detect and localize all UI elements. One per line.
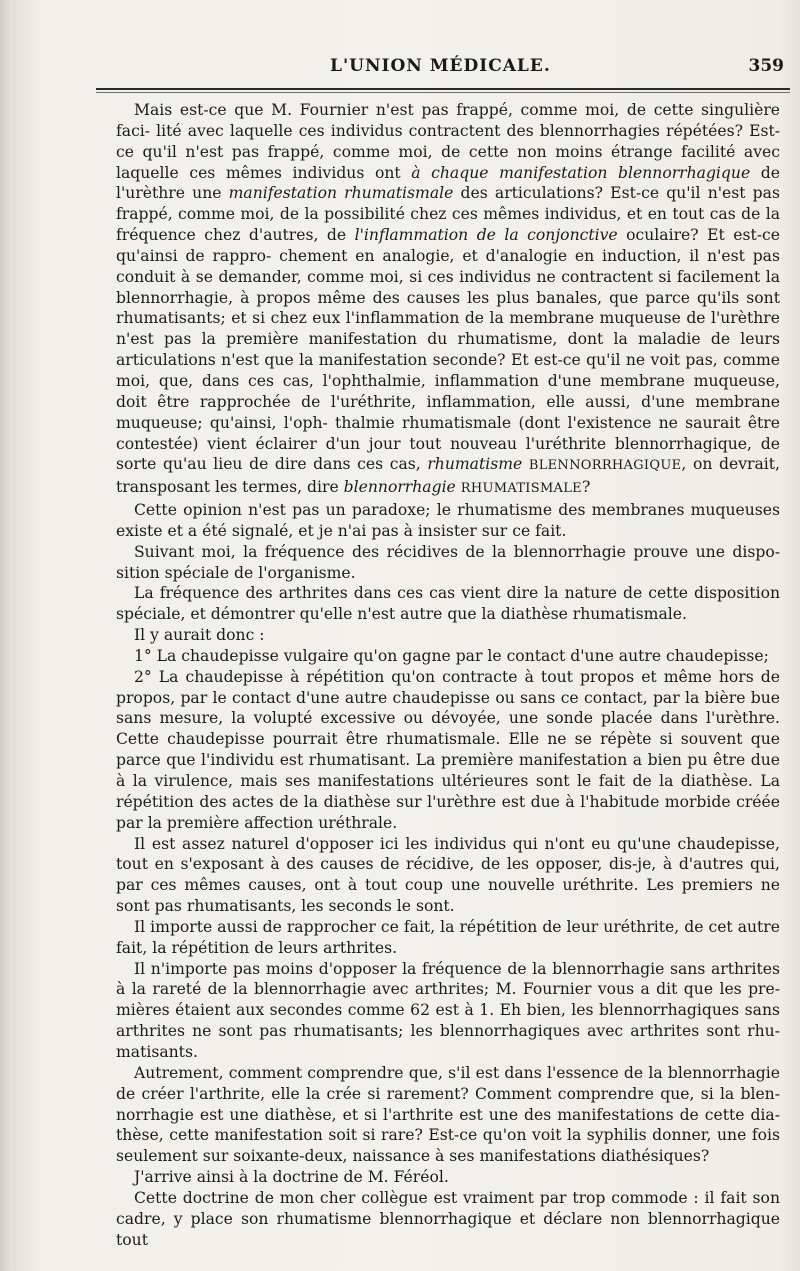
header-rule	[96, 88, 790, 90]
text-run: Il y aurait donc :	[134, 626, 265, 645]
italic-phrase: à chaque manifestation blennorrhagique	[411, 163, 751, 182]
text-run: des articulations? Est-ce qu'il n'est pas frappé, comme moi, de la possibilité chez ces mêmes individus, et en tout cas de la fréquence chez d'autres, de	[116, 184, 780, 245]
text-run: Il est assez naturel d'opposer ici les individus qui n'ont eu qu'une chaudepisse, tout en s'exposant à des causes de récidive, de les opposer, dis-je, à d'autres qui, par ces mêmes causes, ont à tout coup une nouvelle uréthrite. Les premiers ne sont pas rhumatisants, les seconds le sont.	[116, 834, 780, 916]
italic-phrase: manifestation rhumatismale	[228, 184, 454, 203]
running-title: L'UNION MÉDICALE.	[330, 56, 551, 76]
text-run: Mais est-ce que M. Fournier n'est pas frappé, comme moi, de cette singulière faci- lité avec laquelle ces individus contractent des blennorrhagies répétées? Est-ce qu'il n'est pas frappé, comme moi, de cette non moins étrange facilité avec laquelle ces mêmes individus ont	[116, 101, 780, 182]
paragraph	[116, 917, 780, 959]
page-header	[100, 56, 790, 86]
small-caps-phrase: RHUMATISMALE	[460, 481, 582, 497]
text-run: oculaire? Et est-ce qu'ainsi de rappro- chement en analogie, et d'analogie en induction, il n'est pas conduit à se demander, comme moi, si ces individus ne contractent si facilement la blennorrhagie, à propos même des causes les plus banales, que parce qu'ils sont rhumatisants; et si chez eux l'inflammation de la membrane muqueuse de l'urèthre n'est pas la première manifestation du rhumatisme, dont la maladie de leurs articulations n'est que la manifestation seconde? Et est-ce qu'il ne voit pas, comme moi, que, dans ces cas, l'ophthalmie, inflammation d'une membrane muqueuse, doit être rapprochée de l'uréthrite, inflammation, elle aussi, d'une membrane muqueuse; qu'ainsi, l'oph- thalmie rhumatismale (dont l'existence ne saurait être contestée) vient éclairer d'un jour tout nouveau l'uréthrite blennorrhagique, de sorte qu'au lieu de dire dans ces cas,	[116, 226, 780, 474]
text-run: , on devrait, transposant les termes, dire	[116, 455, 780, 497]
paragraph	[116, 542, 780, 584]
paragraph	[116, 834, 780, 917]
text-run: La fréquence des arthrites dans ces cas vient dire la nature de cette disposition spéciale, et démontrer qu'elle n'est autre que la diathèse rhumatismale.	[116, 584, 780, 624]
text-run: 1° La chaudepisse vulgaire qu'on gagne par le contact d'une autre chaudepisse;	[134, 646, 769, 665]
paragraph	[116, 500, 780, 542]
text-run: Cette opinion n'est pas un paradoxe; le rhumatisme des membranes muqueuses existe et a été signalé, et je n'ai pas à insister sur ce fait.	[116, 501, 780, 540]
paragraph	[116, 1063, 780, 1167]
paragraph	[116, 583, 780, 625]
text-run: ?	[581, 478, 591, 497]
italic-phrase: l'inflammation de la conjonctive	[354, 226, 618, 245]
paragraph	[116, 1167, 780, 1188]
paragraph	[116, 959, 780, 1063]
paragraph	[116, 625, 780, 646]
small-caps-phrase: BLENNORRHAGIQUE	[528, 458, 682, 474]
italic-phrase: blennorrhagie	[343, 478, 456, 497]
page-number: 359	[748, 56, 784, 76]
italic-phrase: rhumatisme	[427, 455, 523, 474]
paragraph	[116, 100, 780, 500]
text-run: 2° La chaudepisse à répétition qu'on contracte à tout propos et même hors de propos, par le contact d'une autre chaudepisse ou sans ce contact, par la bière bue sans mesure, la volupté excessive ou dévoyée, une sonde placée dans l'urèthre. Cette chaudepisse pourrait être rhumatismale. Elle ne se répète si souvent que parce que l'individu est rhumatisant. La première manifestation a bien pu être due à la virulence, mais ses manifestations ultérieures sont le fait de la diathèse. La répétition des actes de la diathèse sur l'urèthre est due à l'habitude morbide créée par la première affection uréthrale.	[116, 667, 780, 832]
paragraph	[116, 667, 780, 834]
paragraph	[116, 646, 780, 667]
paragraph	[116, 1188, 780, 1251]
page-spine-shadow	[0, 0, 12, 1271]
text-run: Suivant moi, la fréquence des récidives de la blennorrhagie prouve une dispo- sition spéciale de l'organisme.	[116, 542, 780, 582]
text-run: Autrement, comment comprendre que, s'il est dans l'essence de la blennorrhagie de créer l'arthrite, elle la crée si rarement? Comment comprendre que, si la blen- norrhagie est une diathèse, et si l'arthrite est une des manifestations de cette dia- thèse, cette manifestation soit si rare? Est-ce qu'on voit la syphilis donner, une fois seulement sur soixante-deux, naissance à ses manifestations diathésiques?	[116, 1063, 780, 1166]
article-body	[116, 100, 780, 1250]
text-run: Il importe aussi de rapprocher ce fait, la répétition de leur uréthrite, de cet autre fait, la répétition de leurs arthrites.	[116, 917, 780, 957]
header-rule-thin	[96, 92, 790, 93]
text-run: Cette doctrine de mon cher collègue est vraiment par trop commode : il fait son cadre, y place son rhumatisme blennorrhagique et déclare non blennorrhagique tout	[116, 1188, 780, 1249]
text-run: J'arrive ainsi à la doctrine de M. Féréol.	[134, 1168, 449, 1187]
text-run	[522, 455, 529, 473]
text-run: de l'urèthre une	[116, 163, 780, 203]
text-run: Il n'importe pas moins d'opposer la fréquence de la blennorrhagie sans arthrites à la rareté de la blennorrhagie avec arthrites; M. Fournier vous a dit que les pre- mières étaient aux secondes comme 62 est à 1. Eh bien, les blennorrhagiques sans arthrites ne sont pas rhumatisants; les blennorrhagiques avec arthrites sont rhu- matisants.	[116, 959, 780, 1061]
